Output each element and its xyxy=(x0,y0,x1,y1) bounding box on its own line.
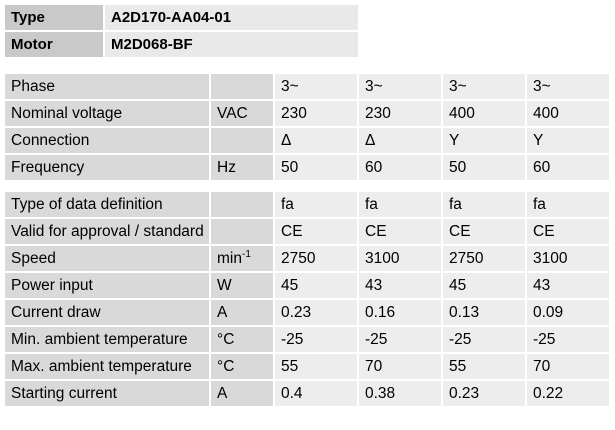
value-cell: Δ xyxy=(359,128,441,153)
row-unit xyxy=(211,300,273,325)
unit-text: W xyxy=(217,276,232,294)
row-unit xyxy=(211,273,273,298)
value-cell: 43 xyxy=(527,273,609,298)
row-label: Nominal voltage xyxy=(5,101,209,126)
unit-text: VAC xyxy=(217,104,248,122)
value-cell: 3100 xyxy=(359,246,441,271)
value-cell: 0.09 xyxy=(527,300,609,325)
value-cell: 2750 xyxy=(275,246,357,271)
value-cell: 70 xyxy=(359,354,441,379)
table-row xyxy=(5,354,609,379)
value-cell: 50 xyxy=(443,155,525,180)
table-row xyxy=(5,327,609,352)
value-cell: fa xyxy=(527,192,609,217)
separator-cell xyxy=(275,182,357,190)
separator-cell xyxy=(527,182,609,190)
value-cell: 60 xyxy=(359,155,441,180)
unit-exponent: -1 xyxy=(241,248,251,260)
value-cell: 3~ xyxy=(275,74,357,99)
header-table xyxy=(3,3,360,59)
table-row xyxy=(5,128,609,153)
value-cell: Y xyxy=(527,128,609,153)
row-unit xyxy=(211,155,273,180)
value-cell: fa xyxy=(275,192,357,217)
value-cell: 2750 xyxy=(443,246,525,271)
table-row xyxy=(5,219,609,244)
motor-key: Motor xyxy=(5,32,103,57)
unit-text: A xyxy=(217,384,228,402)
row-unit xyxy=(211,74,273,99)
row-label: Max. ambient temperature xyxy=(5,354,209,379)
separator-cell xyxy=(5,182,209,190)
table-row xyxy=(5,192,609,217)
value-cell: 400 xyxy=(443,101,525,126)
row-label: Valid for approval / standard xyxy=(5,219,209,244)
value-cell: 50 xyxy=(275,155,357,180)
value-cell: 3~ xyxy=(359,74,441,99)
value-cell: fa xyxy=(443,192,525,217)
row-unit xyxy=(211,381,273,406)
value-cell: 3~ xyxy=(527,74,609,99)
table-row xyxy=(5,74,609,99)
value-cell: -25 xyxy=(359,327,441,352)
value-cell: 400 xyxy=(527,101,609,126)
table-row xyxy=(5,101,609,126)
row-unit xyxy=(211,354,273,379)
spec-table xyxy=(3,72,611,408)
row-unit xyxy=(211,327,273,352)
value-cell: 43 xyxy=(359,273,441,298)
separator-cell xyxy=(443,182,525,190)
row-unit xyxy=(211,101,273,126)
value-cell: 55 xyxy=(443,354,525,379)
value-cell: fa xyxy=(359,192,441,217)
value-cell: 3100 xyxy=(527,246,609,271)
row-unit xyxy=(211,192,273,217)
value-cell: 3~ xyxy=(443,74,525,99)
value-cell: -25 xyxy=(527,327,609,352)
row-unit xyxy=(211,246,273,271)
row-label: Speed xyxy=(5,246,209,271)
value-cell: 45 xyxy=(275,273,357,298)
value-cell: 45 xyxy=(443,273,525,298)
row-unit xyxy=(211,219,273,244)
table-row xyxy=(5,381,609,406)
value-cell: CE xyxy=(275,219,357,244)
value-cell: 0.13 xyxy=(443,300,525,325)
unit-text: min xyxy=(217,249,242,267)
value-cell: 0.23 xyxy=(275,300,357,325)
value-cell: 0.16 xyxy=(359,300,441,325)
value-cell: 55 xyxy=(275,354,357,379)
value-cell: CE xyxy=(527,219,609,244)
table-row xyxy=(5,273,609,298)
unit-text: Hz xyxy=(217,158,236,176)
row-label: Current draw xyxy=(5,300,209,325)
row-label: Phase xyxy=(5,74,209,99)
row-unit xyxy=(211,128,273,153)
value-cell: -25 xyxy=(275,327,357,352)
value-cell: -25 xyxy=(443,327,525,352)
value-cell: 230 xyxy=(275,101,357,126)
row-label: Starting current xyxy=(5,381,209,406)
row-label: Frequency xyxy=(5,155,209,180)
unit-text: °C xyxy=(217,330,235,348)
value-cell: 230 xyxy=(359,101,441,126)
row-label: Connection xyxy=(5,128,209,153)
row-label: Power input xyxy=(5,273,209,298)
group-separator xyxy=(5,182,609,190)
type-value: A2D170-AA04-01 xyxy=(105,5,358,30)
value-cell: Y xyxy=(443,128,525,153)
value-cell: Δ xyxy=(275,128,357,153)
row-label: Type of data definition xyxy=(5,192,209,217)
unit-text: °C xyxy=(217,357,235,375)
separator-cell xyxy=(211,182,273,190)
header-row-motor xyxy=(5,32,358,57)
table-row xyxy=(5,246,609,271)
motor-value: M2D068-BF xyxy=(105,32,358,57)
value-cell: CE xyxy=(443,219,525,244)
value-cell: 0.38 xyxy=(359,381,441,406)
table-row xyxy=(5,300,609,325)
value-cell: 0.22 xyxy=(527,381,609,406)
row-label: Min. ambient temperature xyxy=(5,327,209,352)
value-cell: 0.4 xyxy=(275,381,357,406)
unit-text: A xyxy=(217,303,228,321)
value-cell: CE xyxy=(359,219,441,244)
type-key: Type xyxy=(5,5,103,30)
value-cell: 0.23 xyxy=(443,381,525,406)
value-cell: 70 xyxy=(527,354,609,379)
separator-cell xyxy=(359,182,441,190)
header-row-type xyxy=(5,5,358,30)
table-row xyxy=(5,155,609,180)
value-cell: 60 xyxy=(527,155,609,180)
